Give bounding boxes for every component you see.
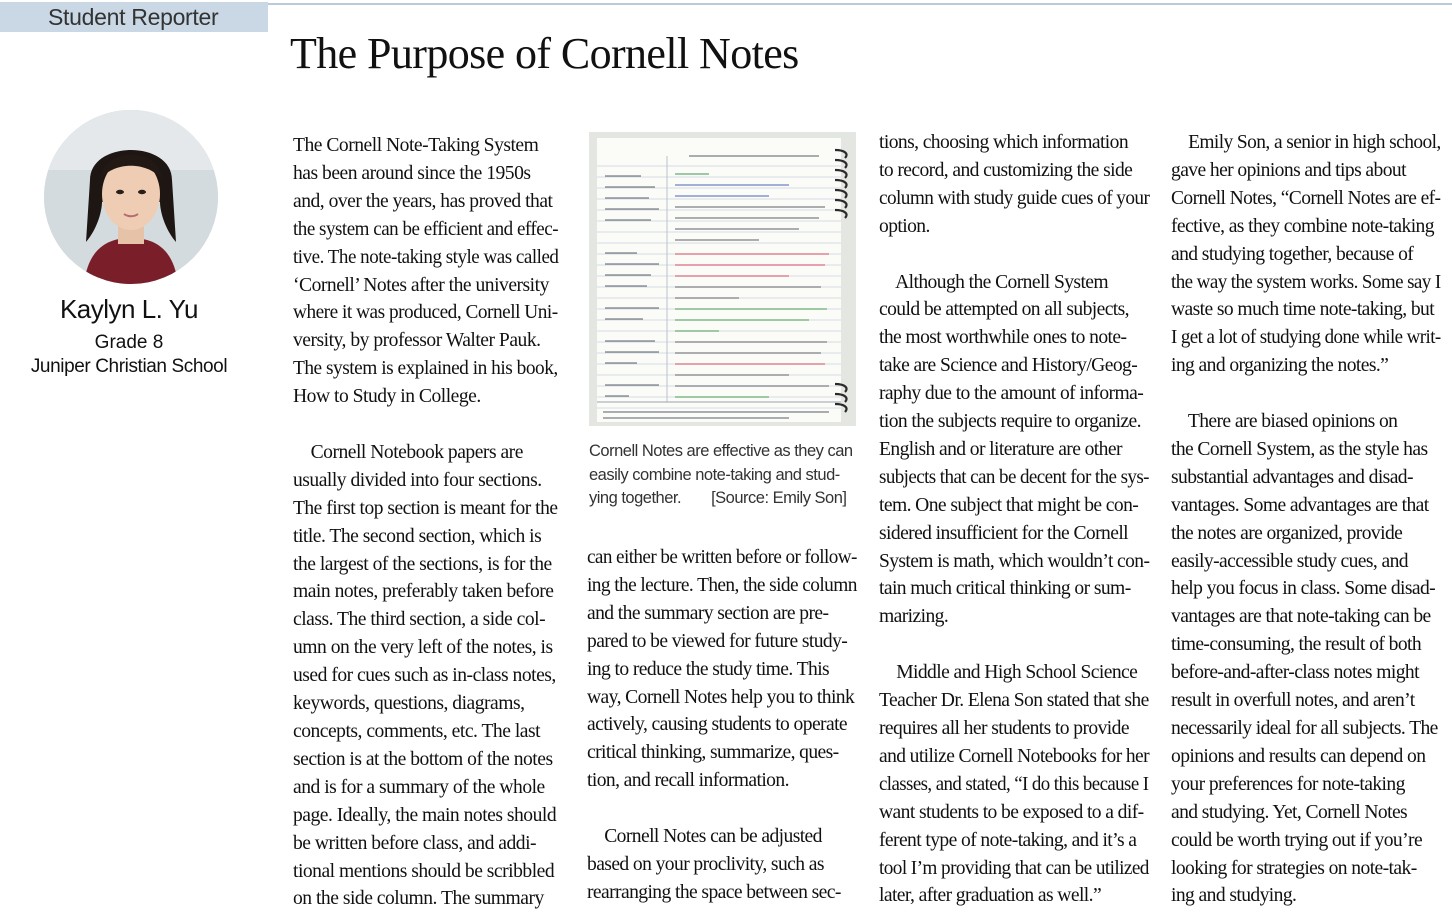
article-line: tion, and recall information.	[587, 770, 789, 792]
article-line: take are Science and History/Geog-	[879, 355, 1138, 377]
article-line: subjects that can be decent for the sys-	[879, 466, 1149, 488]
article-line: be written before class, and addi-	[293, 832, 537, 854]
article-line: and studying together, because of	[1171, 243, 1414, 265]
article-line: based on your proclivity, such as	[587, 853, 824, 875]
article-line: keywords, questions, diagrams,	[293, 693, 525, 715]
article-line: vantages are that note-taking can be	[1171, 606, 1431, 628]
article-line: Cornell Notebook papers are	[293, 441, 523, 463]
article-line: can either be written before or follow-	[587, 547, 857, 568]
article-line: and the summary section are pre-	[587, 602, 829, 624]
article-line: your preferences for note-taking	[1171, 773, 1405, 795]
article-line: later, after graduation as well.”	[879, 885, 1102, 907]
article-line: help you focus in class. Some disad-	[1171, 578, 1436, 600]
article-line: critical thinking, summarize, ques-	[587, 742, 839, 764]
article-line: rearranging the space between sec-	[587, 881, 841, 903]
caption-text-end: ying together.	[589, 489, 682, 507]
article-line: the way the system works. Some say I	[1171, 271, 1441, 293]
photo-caption	[589, 440, 861, 511]
article-line: Teacher Dr. Elena Son stated that she	[879, 690, 1149, 712]
article-line: concepts, comments, etc. The last	[293, 721, 541, 743]
article-line: There are biased opinions on	[1171, 411, 1398, 433]
article-line: Cornell Notes, “Cornell Notes are ef-	[1171, 187, 1441, 209]
article-line: ‘Cornell’ Notes after the university	[293, 274, 549, 296]
article-line: easily-accessible study cues, and	[1171, 550, 1409, 572]
caption-line	[589, 487, 861, 511]
article-line: ferent type of note-taking, and it’s a	[879, 829, 1137, 851]
article-line: Middle and High School Science	[879, 662, 1138, 684]
article-column-3	[879, 129, 1149, 910]
article-line: ing to reduce the study time. This	[587, 658, 830, 680]
article-line: and, over the years, has proved that	[293, 190, 553, 212]
article-line: umn on the very left of the notes, is	[293, 637, 553, 659]
article-line: used for cues such as in-class notes,	[293, 665, 556, 687]
article-line: versity, by professor Walter Pauk.	[293, 330, 541, 352]
author-school: Juniper Christian School	[30, 356, 228, 377]
notebook-image	[589, 132, 856, 426]
article-line: has been around since the 1950s	[293, 162, 531, 184]
headline: The Purpose of Cornell Notes	[290, 29, 799, 78]
article-line: could be worth trying out if you’re	[1171, 829, 1423, 851]
article-line: where it was produced, Cornell Uni-	[293, 302, 558, 324]
article-line: gave her opinions and tips about	[1171, 159, 1406, 181]
article-line: The system is explained in his book,	[293, 358, 558, 380]
article-line: and is for a summary of the whole	[293, 776, 545, 798]
article-line: The first top section is meant for the	[293, 497, 558, 519]
article-line: time-consuming, the result of both	[1171, 634, 1422, 656]
article-line: to record, and customizing the side	[879, 159, 1133, 181]
article-line: pared to be viewed for future study-	[587, 630, 848, 652]
article-line: opinions and results can depend on	[1171, 745, 1426, 767]
article-line: Cornell Notes can be adjusted	[587, 826, 822, 848]
article-line: section is at the bottom of the notes	[293, 748, 553, 770]
article-line: way, Cornell Notes help you to think	[587, 686, 855, 708]
article-line: sidered insufficient for the Cornell	[879, 522, 1129, 544]
article-line: on the side column. The summary	[293, 888, 544, 910]
article-line: tem. One subject that might be con-	[879, 494, 1139, 516]
author-grade: Grade 8	[94, 332, 164, 353]
article-line: the system can be efficient and effec-	[293, 218, 559, 240]
article-column-4	[1171, 129, 1441, 910]
article-line: tional mentions should be scribbled	[293, 860, 555, 882]
paragraph-break	[879, 631, 1149, 659]
author-name: Kaylyn L. Yu	[59, 294, 199, 324]
article-line: want students to be exposed to a dif-	[879, 801, 1144, 823]
article-line: ing and studying.	[1171, 885, 1297, 907]
article-line: usually divided into four sections.	[293, 469, 542, 491]
article-line: class. The third section, a side col-	[293, 609, 546, 631]
article-line: page. Ideally, the main notes should	[293, 804, 557, 826]
article-line: tive. The note-taking style was called	[293, 246, 559, 268]
article-line: and utilize Cornell Notebooks for her	[879, 745, 1150, 767]
article-line: actively, causing students to operate	[587, 714, 848, 736]
article-line: The Cornell Note-Taking System	[293, 135, 539, 156]
article-line: title. The second section, which is	[293, 525, 542, 547]
paragraph-break	[293, 411, 558, 439]
article-line: the notes are organized, provide	[1171, 522, 1403, 544]
article-line: the largest of the sections, is for the	[293, 553, 552, 575]
article-line: main notes, preferably taken before	[293, 581, 554, 603]
article-line: classes, and stated, “I do this because I	[879, 773, 1149, 795]
article-line: waste so much time note-taking, but	[1171, 299, 1435, 321]
article-line: marizing.	[879, 606, 949, 628]
article-line: and studying. Yet, Cornell Notes	[1171, 801, 1408, 823]
caption-line: Cornell Notes are effective as they can	[589, 442, 853, 460]
article-line: ing and organizing the notes.”	[1171, 355, 1389, 377]
article-line: raphy due to the amount of informa-	[879, 383, 1144, 405]
article-line: How to Study in College.	[293, 386, 481, 408]
article-line: option.	[879, 215, 930, 237]
article-line: tool I’m providing that can be utilized	[879, 857, 1149, 879]
article-line: substantial advantages and disad-	[1171, 466, 1413, 488]
article-line: tain much critical thinking or sum-	[879, 578, 1131, 600]
article-line: before-and-after-class notes might	[1171, 662, 1419, 684]
author-photo	[44, 110, 218, 284]
article-line: requires all her students to provide	[879, 718, 1129, 739]
article-line: column with study guide cues of your	[879, 187, 1150, 209]
article-line: looking for strategies on note-tak-	[1171, 857, 1417, 879]
article-line: the Cornell System, as the style has	[1171, 438, 1428, 460]
article-line: Emily Son, a senior in high school,	[1171, 132, 1441, 153]
article-line: could be attempted on all subjects,	[879, 299, 1129, 321]
article-column-2	[587, 544, 857, 907]
article-line: Although the Cornell System	[879, 271, 1109, 293]
article-line: vantages. Some advantages are that	[1171, 494, 1429, 516]
paragraph-break	[879, 241, 1149, 269]
section-label: Student Reporter	[0, 2, 268, 32]
article-line: the most worthwhile ones to note-	[879, 327, 1127, 349]
article-line: tion the subjects require to organize.	[879, 411, 1141, 433]
article-line: tions, choosing which information	[879, 132, 1129, 153]
article-column-1	[293, 132, 558, 913]
article-line: I get a lot of studying done while writ-	[1171, 327, 1441, 349]
article-line: necessarily ideal for all subjects. The	[1171, 718, 1438, 740]
article-line: fective, as they combine note-taking	[1171, 215, 1434, 237]
header-rule	[268, 3, 1452, 5]
caption-source: [Source: Emily Son]	[711, 489, 847, 507]
caption-line: easily combine note-taking and stud-	[589, 465, 840, 484]
article-line: English and or literature are other	[879, 438, 1122, 460]
portrait-image	[44, 110, 218, 284]
article-line: System is math, which wouldn’t con-	[879, 550, 1150, 572]
article-line: ing the lecture. Then, the side column	[587, 574, 857, 596]
article-line: result in overfull notes, and aren’t	[1171, 690, 1415, 712]
cornell-notes-photo	[589, 132, 856, 426]
paragraph-break	[1171, 380, 1441, 408]
paragraph-break	[587, 795, 857, 823]
